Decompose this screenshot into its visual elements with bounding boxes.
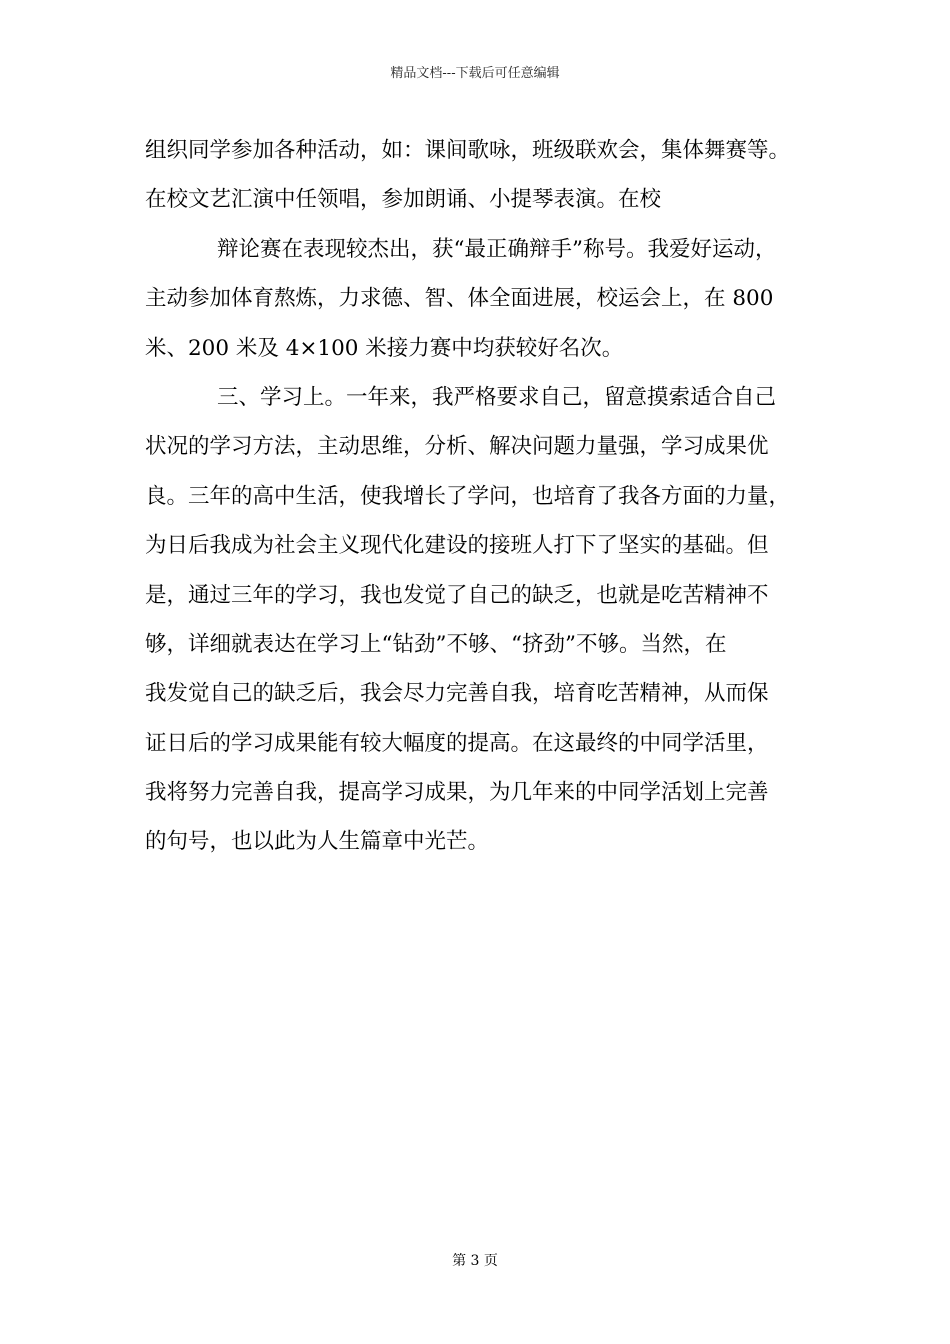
page-number: 第 3 页 [452,1253,498,1269]
text-line: 证日后的学习成果能有较大幅度的提高。在这最终的中同学活里， [145,730,769,756]
text-line: 为日后我成为社会主义现代化建设的接班人打下了坚实的基础。但 [145,533,769,559]
text-line: 状况的学习方法，主动思维，分析、解决问题力量强，学习成果优 [145,434,769,460]
text-line: 在校文艺汇演中任领唱，参加朗诵、小提琴表演。在校 [145,187,662,213]
text-line: 的句号，也以此为人生篇章中光芒。 [145,829,490,855]
text-line: 主动参加体育熬炼，力求德、智、体全面进展，校运会上，在 800 [145,286,774,312]
text-line: 我发觉自己的缺乏后，我会尽力完善自我，培育吃苦精神，从而保 [145,681,769,707]
text-line: 够，详细就表达在学习上“钻劲”不够、“挤劲”不够。当然，在 [145,631,727,657]
text-line: 我将努力完善自我，提高学习成果，为几年来的中同学活划上完善 [145,780,769,806]
text-line: 米、200 米及 4×100 米接力赛中均获较好名次。 [145,335,624,361]
page-header: 精品文档---下载后可任意编辑 [390,66,560,81]
text-line: 良。三年的高中生活，使我增长了学问，也培育了我各方面的力量， [145,483,791,509]
text-line: 组织同学参加各种活动，如：课间歌咏，班级联欢会，集体舞赛等。 [145,138,791,163]
text-line-paragraph-start: 三、学习上。一年来，我严格要求自己，留意摸索适合自己 [217,384,777,410]
document-body [145,126,835,867]
text-line: 是，通过三年的学习，我也发觉了自己的缺乏，也就是吃苦精神不 [145,582,769,608]
text-line-paragraph-start: 辩论赛在表现较杰出，获“最正确辩手”称号。我爱好运动， [217,236,777,262]
